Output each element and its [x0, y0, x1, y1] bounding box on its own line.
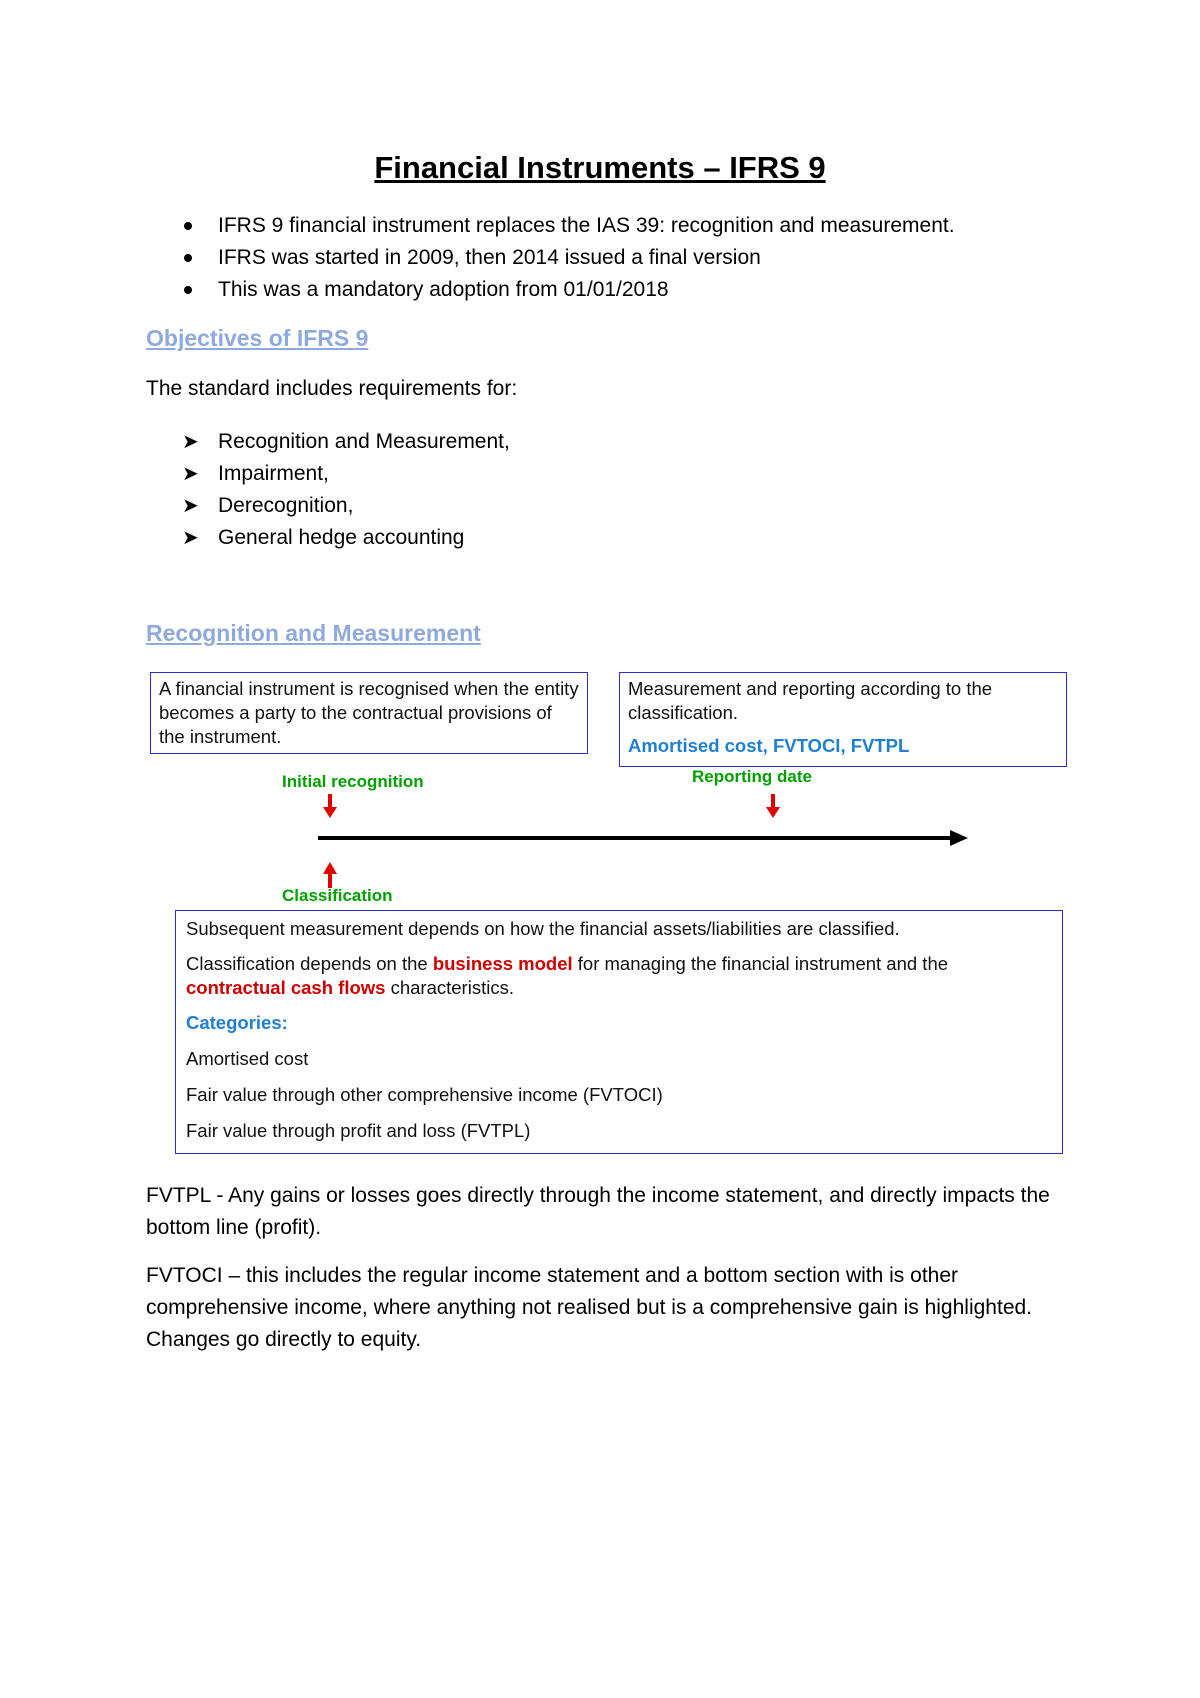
list-item: ➤ Impairment, — [182, 458, 510, 490]
initial-recognition-label: Initial recognition — [282, 772, 424, 791]
classification-label: Classification — [282, 886, 393, 905]
initial-recognition-down-arrow-icon — [323, 794, 337, 818]
classification-sentence: Classification depends on the business model for managing the financial instrument and the contractual cash flows characteristics. — [186, 953, 949, 998]
arrow-bullet-icon: ➤ — [182, 527, 199, 549]
arrow-bullet-icon: ➤ — [182, 463, 199, 485]
measurement-reporting-box: Measurement and reporting according to the classification. Amortised cost, FVTOCI, FVTPL — [619, 672, 1067, 767]
list-item: IFRS was started in 2009, then 2014 issued a final version — [176, 242, 955, 274]
list-item: This was a mandatory adoption from 01/01/2018 — [176, 274, 955, 306]
fvtoci-paragraph: FVTOCI – this includes the regular income statement and a bottom section with is other comprehensive income, where anything not realised but is a comprehensive gain is highlighted. Changes go directly to equity. — [146, 1264, 1033, 1351]
list-item: ➤ Recognition and Measurement, — [182, 426, 510, 458]
reporting-date-label: Reporting date — [692, 767, 812, 786]
classification-box: Subsequent measurement depends on how the financial assets/liabilities are classified. Classification depends on the business model for managing the financial instrument and the contractual cash flows characteristics. Categories: Amortised cost Fair value through other comprehensive income (FVTOCI) Fair value through profit and loss (FVTPL) — [175, 910, 1063, 1154]
list-item: ➤ General hedge accounting — [182, 522, 510, 554]
objectives-heading: Objectives of IFRS 9 — [146, 325, 369, 351]
classification-up-arrow-icon — [323, 862, 337, 888]
reporting-date-down-arrow-icon — [766, 794, 780, 818]
page-title: Financial Instruments – IFRS 9 — [374, 150, 826, 185]
arrow-bullet-icon: ➤ — [182, 495, 199, 517]
timeline-arrow-icon — [318, 830, 968, 846]
objectives-lead: The standard includes requirements for: — [146, 377, 518, 400]
recognition-definition-box: A financial instrument is recognised when the entity becomes a party to the contractual provisions of the instrument. — [150, 672, 588, 754]
list-item: IFRS 9 financial instrument replaces the IAS 39: recognition and measurement. — [176, 210, 955, 242]
list-item: ➤ Derecognition, — [182, 490, 510, 522]
recognition-heading: Recognition and Measurement — [146, 620, 481, 646]
arrow-bullet-icon: ➤ — [182, 431, 199, 453]
fvtpl-paragraph: FVTPL - Any gains or losses goes directly through the income statement, and directly impacts the bottom line (profit). — [146, 1184, 1050, 1239]
